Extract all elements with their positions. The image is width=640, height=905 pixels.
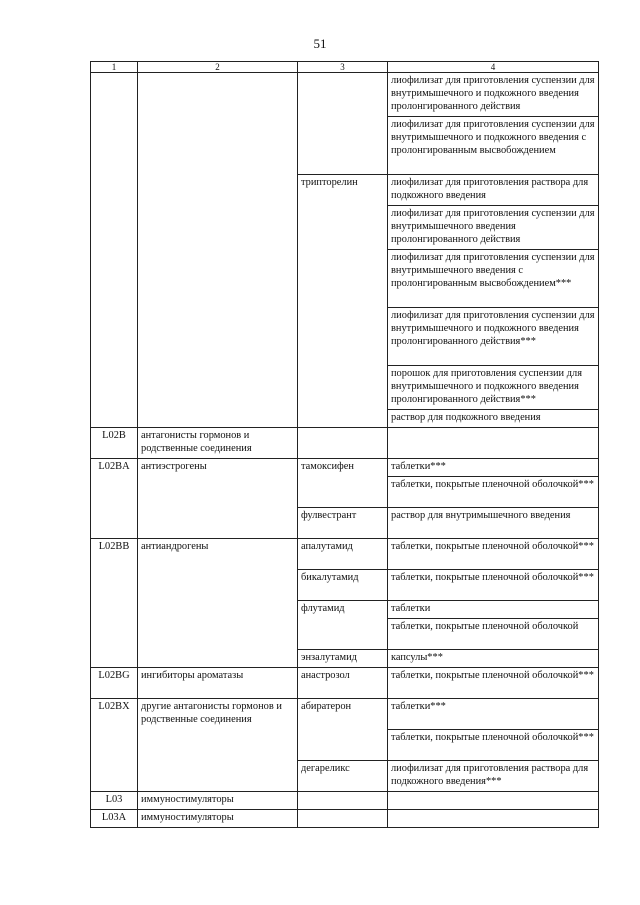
medication-table [90, 61, 599, 828]
table-row [91, 73, 599, 117]
column-number-4: 4 [388, 62, 599, 73]
dosage-form-cell: раствор для подкожного введения [388, 410, 599, 428]
table-row [91, 428, 599, 459]
dosage-form-cell: таблетки, покрытые пленочной оболочкой*** [388, 729, 599, 760]
table-row [91, 539, 599, 570]
dosage-form-cell: лиофилизат для приготовления суспензии для внутримышечного введения пролонгированного действия [388, 206, 599, 250]
drug-name-cell: фулвестрант [298, 508, 388, 539]
table-row [91, 508, 599, 539]
atc-code-cell: L02BA [91, 459, 138, 477]
drug-name-cell [298, 73, 388, 117]
table-row [91, 601, 599, 619]
table-row [91, 650, 599, 668]
dosage-form-cell: таблетки, покрытые пленочной оболочкой [388, 619, 599, 650]
dosage-form-cell: порошок для приготовления суспензии для внутримышечного и подкожного введения пролонгированного действия*** [388, 366, 599, 410]
atc-code-cell: L02BG [91, 668, 138, 699]
drug-name-cell: тамоксифен [298, 459, 388, 477]
dosage-form-cell: лиофилизат для приготовления суспензии для внутримышечного и подкожного введения пролонгированного действия*** [388, 308, 599, 366]
table-row [91, 791, 599, 809]
group-name-cell: антиэстрогены [138, 459, 298, 477]
drug-name-cell: бикалутамид [298, 570, 388, 601]
drug-name-cell: апалутамид [298, 539, 388, 570]
atc-code-cell: L03 [91, 791, 138, 809]
table-row [91, 410, 599, 428]
table-row [91, 459, 599, 477]
table-row [91, 668, 599, 699]
group-name-cell: иммуностимуляторы [138, 791, 298, 809]
drug-name-cell: абиратерон [298, 699, 388, 730]
dosage-form-cell: таблетки [388, 601, 599, 619]
group-name-cell: иммуностимуляторы [138, 809, 298, 827]
table-row [91, 366, 599, 410]
column-number-2: 2 [138, 62, 298, 73]
atc-code-cell [91, 73, 138, 117]
table-row [91, 308, 599, 366]
dosage-form-cell: таблетки*** [388, 459, 599, 477]
column-number-1: 1 [91, 62, 138, 73]
dosage-form-cell: таблетки, покрытые пленочной оболочкой*** [388, 570, 599, 601]
drug-name-cell: анастрозол [298, 668, 388, 699]
dosage-form-cell: лиофилизат для приготовления суспензии для внутримышечного и подкожного введения пролонгированного действия [388, 73, 599, 117]
dosage-form-cell: таблетки*** [388, 699, 599, 730]
page-number: 51 [313, 36, 327, 51]
table-row [91, 699, 599, 730]
dosage-form-cell: раствор для внутримышечного введения [388, 508, 599, 539]
dosage-form-cell: лиофилизат для приготовления раствора для подкожного введения*** [388, 760, 599, 791]
table-header-row [91, 62, 599, 73]
table-row [91, 729, 599, 760]
table-row [91, 250, 599, 308]
table-row [91, 760, 599, 791]
dosage-form-cell: капсулы*** [388, 650, 599, 668]
table-row [91, 619, 599, 650]
column-number-3: 3 [298, 62, 388, 73]
drug-name-cell: дегареликс [298, 760, 388, 791]
drug-name-cell: флутамид [298, 601, 388, 619]
group-name-cell: антагонисты гормонов и родственные соединения [138, 428, 298, 459]
atc-code-cell: L02BX [91, 699, 138, 730]
table-row [91, 477, 599, 508]
group-name-cell: антиандрогены [138, 539, 298, 570]
table-row [91, 809, 599, 827]
group-name-cell: другие антагонисты гормонов и родственные соединения [138, 699, 298, 730]
table-row [91, 570, 599, 601]
dosage-form-cell: лиофилизат для приготовления раствора для подкожного введения [388, 175, 599, 206]
dosage-form-cell: лиофилизат для приготовления суспензии для внутримышечного введения с пролонгированным высвобождением*** [388, 250, 599, 308]
drug-name-cell: энзалутамид [298, 650, 388, 668]
dosage-form-cell: таблетки, покрытые пленочной оболочкой*** [388, 539, 599, 570]
dosage-form-cell: таблетки, покрытые пленочной оболочкой*** [388, 477, 599, 508]
atc-code-cell: L03A [91, 809, 138, 827]
table-row [91, 117, 599, 175]
group-name-cell [138, 73, 298, 117]
dosage-form-cell: лиофилизат для приготовления суспензии для внутримышечного и подкожного введения с пролонгированным высвобождением [388, 117, 599, 175]
atc-code-cell: L02B [91, 428, 138, 459]
table-row [91, 206, 599, 250]
table-row [91, 175, 599, 206]
drug-name-cell: трипторелин [298, 175, 388, 206]
group-name-cell: ингибиторы ароматазы [138, 668, 298, 699]
atc-code-cell: L02BB [91, 539, 138, 570]
dosage-form-cell: таблетки, покрытые пленочной оболочкой*** [388, 668, 599, 699]
